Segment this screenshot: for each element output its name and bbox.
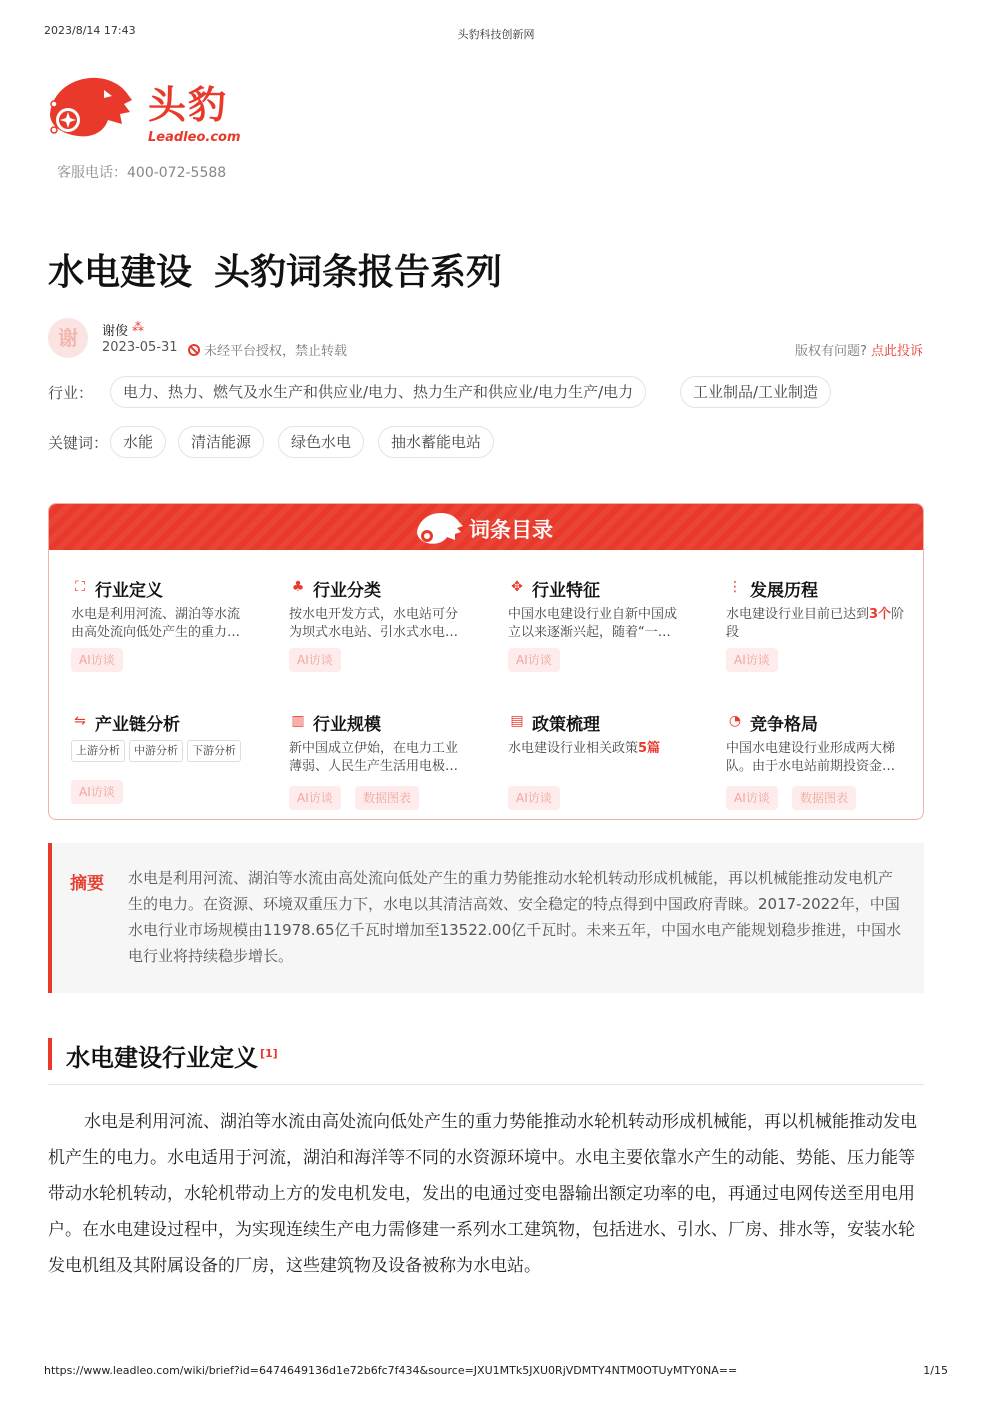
summary-text: 水电是利用河流、湖泊等水流由高处流向低处产生的重力势能推动水轮机转动形成机械能，再以机械能推动发电机产生的电力。在资源、环境双重压力下，水电以其清洁高效、安全稳定的特点得到中国政府青睐。2017-2022年，中国水电行业市场规模由11978.65亿千瓦时增加至13522.00亿千瓦时。未来五年，中国水电产能规划稳步推进，中国水电行业将持续稳步增长。 <box>128 869 902 965</box>
toc-item-text-suffix: 阶段 <box>726 607 905 640</box>
toc-item-title: 政策梳理 <box>532 715 600 735</box>
avatar-char: 谢 <box>58 326 78 350</box>
toc-item-title: 产业链分析 <box>95 715 180 735</box>
print-datetime: 2023/8/14 17:43 <box>44 24 136 37</box>
service-hotline: 客服电话：400-072-5588 <box>57 165 227 181</box>
toc-item-title: 发展历程 <box>750 581 818 601</box>
toc-item-history[interactable] <box>726 576 924 696</box>
section-title-text: 水电建设行业定义 <box>66 1044 258 1072</box>
policy-count: 5篇 <box>638 741 661 756</box>
brand-name-cn: 头豹 <box>148 83 229 127</box>
section-divider <box>48 1084 924 1085</box>
toc-header <box>49 504 923 550</box>
keyword-tag[interactable]: 抽水蓄能电站 <box>378 426 494 458</box>
toc-item-text: 中国水电建设行业自新中国成立以来逐渐兴起，随着“一… <box>508 607 678 640</box>
copyright-text: 未经平台授权，禁止转载 <box>204 344 348 359</box>
toc-item-classification[interactable] <box>289 576 489 696</box>
keyword-tag[interactable]: 清洁能源 <box>178 426 264 458</box>
avatar[interactable] <box>48 318 88 358</box>
toc-item-text: 中国水电建设行业形成两大梯队。由于水电站前期投资金… <box>726 741 896 774</box>
ai-interview-button[interactable]: AI访谈 <box>726 786 778 810</box>
industry-tags <box>48 376 924 408</box>
toc-item-chain[interactable] <box>71 710 271 820</box>
section-title <box>48 1038 278 1070</box>
scale-icon: ▥ <box>291 713 305 729</box>
ai-interview-button[interactable]: AI访谈 <box>508 648 560 672</box>
publish-date: 2023-05-31 <box>102 340 178 355</box>
toc-item-text-prefix: 水电建设行业相关政策 <box>508 741 639 756</box>
downstream-tag[interactable]: 下游分析 <box>187 740 241 762</box>
summary-label: 摘要 <box>70 874 104 894</box>
keyword-tag[interactable]: 绿色水电 <box>278 426 364 458</box>
leopard-logo-icon <box>46 74 136 140</box>
toc-item-text: 新中国成立伊始，在电力工业薄弱、人民生产生活用电极… <box>289 741 459 774</box>
data-chart-button[interactable]: 数据图表 <box>355 786 419 810</box>
toc-item-feature[interactable] <box>508 576 708 696</box>
keyword-tags <box>48 426 924 458</box>
ai-interview-button[interactable]: AI访谈 <box>71 780 123 804</box>
keyword-tag[interactable]: 水能 <box>110 426 166 458</box>
industry-label: 行业： <box>48 384 94 402</box>
midstream-tag[interactable]: 中游分析 <box>129 740 183 762</box>
upstream-tag[interactable]: 上游分析 <box>71 740 125 762</box>
toc-item-scale[interactable] <box>289 710 489 820</box>
toc-item-text: 按水电开发方式，水电站可分为坝式水电站、引水式水电… <box>289 607 459 640</box>
print-url: https://www.leadleo.com/wiki/brief?id=6474649136d1e72b6fc7f434&source=JXU1MTk5JXU0RjVDMTY4NTM0OTUyMTY0NA== <box>44 1364 738 1377</box>
print-site-title: 头豹科技创新网 <box>457 28 535 41</box>
industry-tag[interactable]: 电力、热力、燃气及水生产和供应业/电力、热力生产和供应业/电力生产/电力 <box>110 376 646 408</box>
toc-item-text: 水电是利用河流、湖泊等水流由高处流向低处产生的重力… <box>71 607 241 640</box>
definition-icon: ⛶ <box>75 579 85 595</box>
toc-item-text-prefix: 水电建设行业目前已达到 <box>726 607 870 622</box>
toc-title: 词条目录 <box>469 518 553 542</box>
toc-item-competition[interactable] <box>726 710 924 820</box>
toc-leopard-icon <box>413 510 465 546</box>
toc-item-title: 竞争格局 <box>750 715 818 735</box>
classification-icon: ♣ <box>291 579 305 595</box>
keywords-label: 关键词： <box>48 434 109 452</box>
stage-count: 3个 <box>869 607 892 622</box>
section-body: 水电是利用河流、湖泊等水流由高处流向低处产生的重力势能推动水轮机转动形成机械能，再以机械能推动发电机产生的电力。水电适用于河流，湖泊和海洋等不同的水资源环境中。水电主要依靠水产生的动能、势能、压力能等带动水轮机转动，水轮机带动上方的发电机发电，发出的电通过变电器输出额定功率的电，再通过电网传送至用电用户。在水电建设过程中，为实现连续生产电力需修建一系列水工建筑物，包括进水、引水、厂房、排水等，安装水轮发电机组及其附属设备的厂房，这些建筑物及设备被称为水电站。 <box>48 1112 917 1276</box>
competition-icon: ◔ <box>728 713 742 729</box>
author-name[interactable]: 谢俊 <box>102 324 129 339</box>
summary-box <box>48 843 924 993</box>
history-icon: ⋮ <box>728 579 742 595</box>
toc-item-title: 行业特征 <box>532 581 600 601</box>
brand-logo[interactable] <box>46 74 246 154</box>
ai-interview-button[interactable]: AI访谈 <box>71 648 123 672</box>
page-title-series: 头豹词条报告系列 <box>214 252 503 293</box>
prohibited-icon <box>188 344 200 356</box>
toc-item-text <box>508 740 688 776</box>
toc-item-title: 行业分类 <box>313 581 381 601</box>
print-header <box>44 24 948 40</box>
toc-item-definition[interactable] <box>71 576 271 696</box>
toc-item-title: 行业定义 <box>95 581 163 601</box>
copyright-notice <box>188 340 347 359</box>
complaint-prefix: 版权有问题? <box>794 344 867 359</box>
ai-interview-button[interactable]: AI访谈 <box>289 648 341 672</box>
ai-interview-button[interactable]: AI访谈 <box>508 786 560 810</box>
chain-icon: ⇋ <box>74 713 86 729</box>
policy-icon: ▤ <box>510 713 524 729</box>
toc-item-title: 行业规模 <box>313 715 381 735</box>
toc-panel <box>48 503 924 820</box>
ai-interview-button[interactable]: AI访谈 <box>289 786 341 810</box>
complaint-link[interactable]: 点此投诉 <box>870 344 923 359</box>
industry-tag[interactable]: 工业制品/工业制造 <box>680 376 831 408</box>
brand-name-en: Leadleo.com <box>148 130 241 145</box>
page-number: 1/15 <box>923 1364 948 1377</box>
data-chart-button[interactable]: 数据图表 <box>792 786 856 810</box>
ai-interview-button[interactable]: AI访谈 <box>726 648 778 672</box>
author-badge-icon: ⁂ <box>132 320 144 334</box>
page-title <box>48 244 502 295</box>
toc-item-text <box>726 606 906 642</box>
section-reference[interactable]: [1] <box>260 1047 278 1060</box>
feature-icon: ✥ <box>511 579 523 595</box>
complaint <box>795 340 923 359</box>
toc-item-policy[interactable] <box>508 710 708 820</box>
page-title-main: 水电建设 <box>48 252 193 293</box>
chain-tags <box>71 740 271 764</box>
